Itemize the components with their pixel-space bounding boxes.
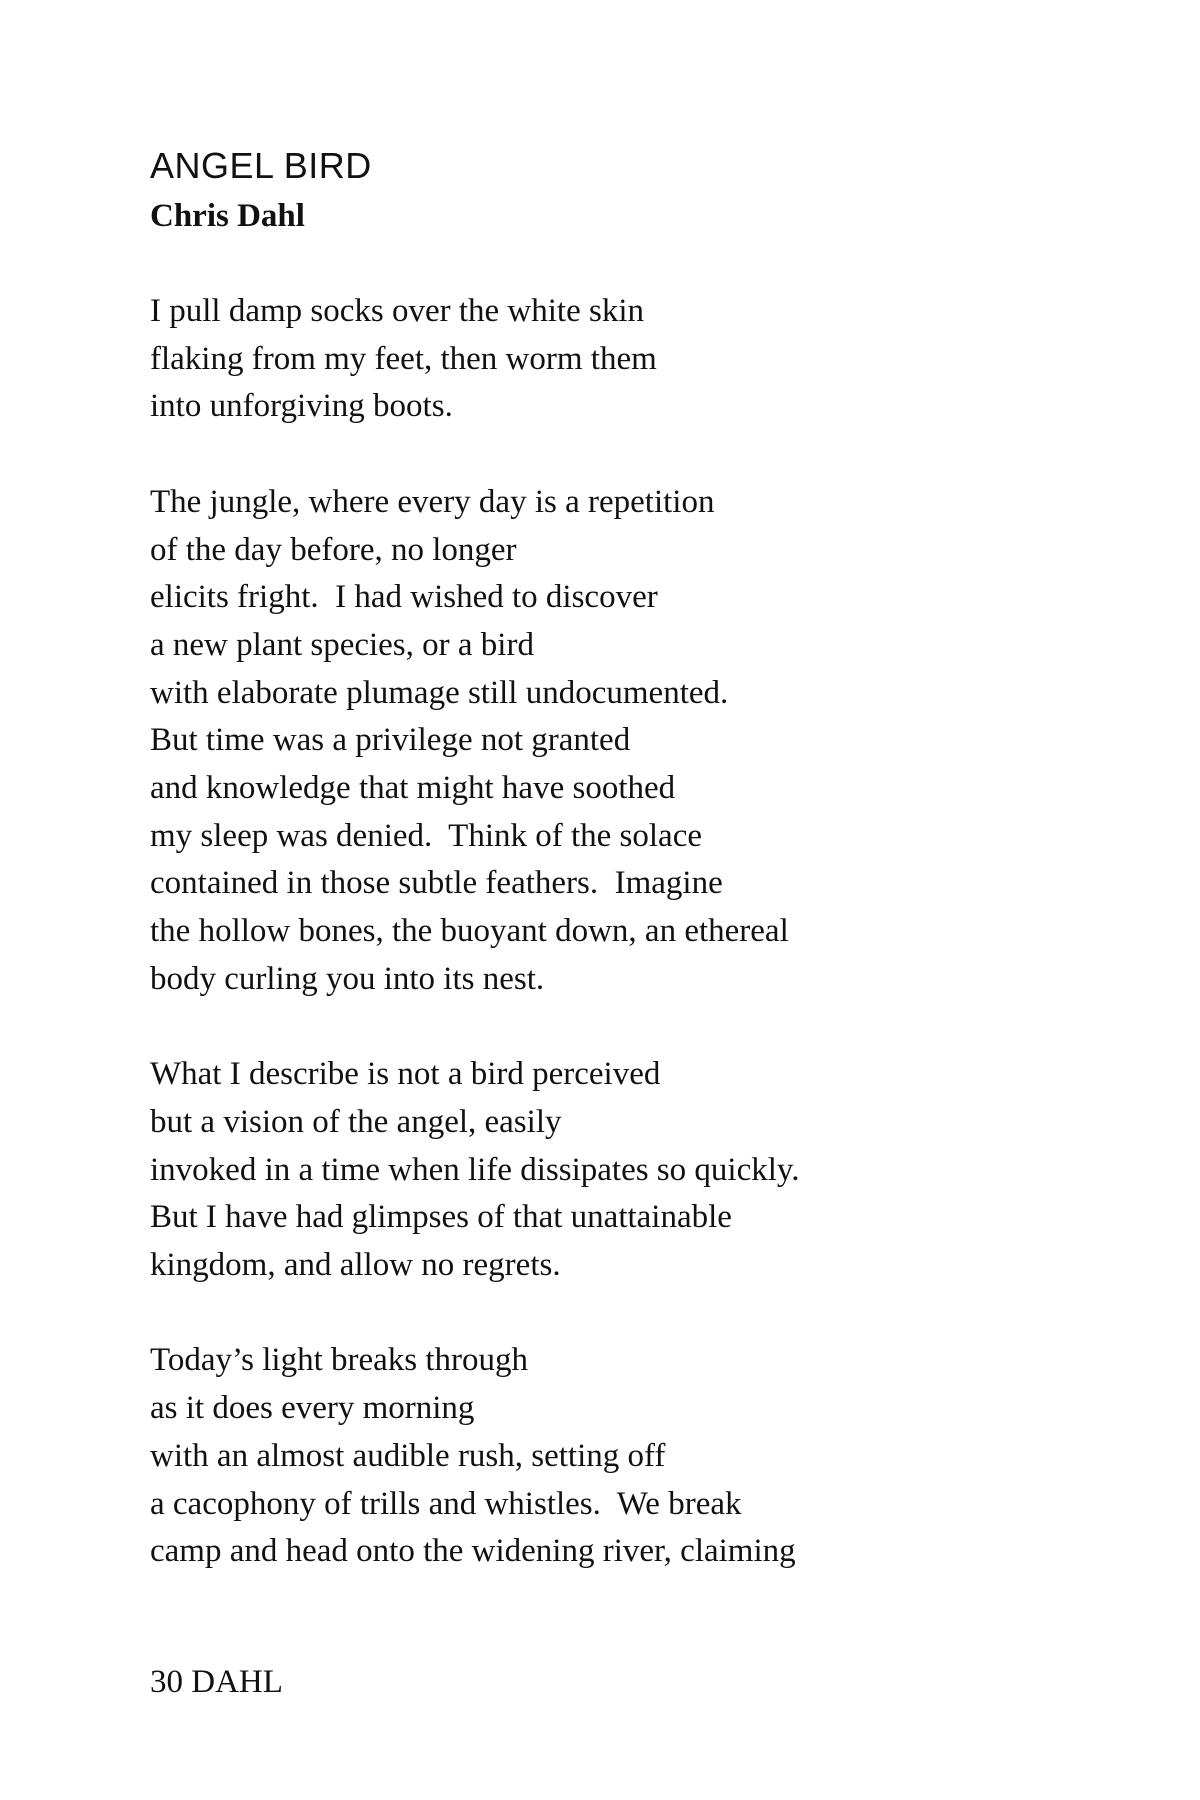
poem-line: the hollow bones, the buoyant down, an ethereal (150, 913, 789, 950)
poem-line: The jungle, where every day is a repetition (150, 483, 715, 520)
poem-line: of the day before, no longer (150, 531, 517, 568)
poem-line: contained in those subtle feathers. Imagine (150, 865, 723, 902)
poem-line: I pull damp socks over the white skin (150, 293, 645, 329)
poem-line: camp and head onto the widening river, claiming (150, 1533, 796, 1570)
page-footer: 30 DAHL (150, 1664, 283, 1700)
poem-line: Today’s light breaks through (150, 1342, 529, 1379)
poem-page (150, 140, 1130, 1624)
poem-line: a cacophony of trills and whistles. We break (150, 1485, 742, 1522)
poem-line: flaking from my feet, then worm them (150, 340, 657, 377)
stanza (150, 1337, 1130, 1576)
poem-line: with elaborate plumage still undocumented. (150, 674, 729, 711)
poem-line: a new plant species, or a bird (150, 626, 534, 663)
poem-line: body curling you into its nest. (150, 960, 545, 997)
poem-line: What I describe is not a bird perceived (150, 1056, 661, 1093)
poem-line: my sleep was denied. Think of the solace (150, 817, 702, 854)
poem-title: ANGEL BIRD (150, 145, 372, 186)
stanza (150, 479, 1130, 1004)
poem-author: Chris Dahl (150, 198, 305, 234)
poem-line: elicits fright. I had wished to discover (150, 579, 658, 616)
poem-line: invoked in a time when life dissipates so quickly. (150, 1151, 800, 1188)
stanza (150, 288, 1130, 431)
poem-line: with an almost audible rush, setting off (150, 1437, 666, 1474)
poem-line: and knowledge that might have soothed (150, 770, 676, 807)
poem-line: but a vision of the angel, easily (150, 1103, 562, 1140)
poem-body (150, 288, 1130, 1576)
poem-line: But time was a privilege not granted (150, 722, 631, 759)
poem-line: into unforgiving boots. (150, 388, 453, 425)
poem-line: But I have had glimpses of that unattainable (150, 1199, 732, 1236)
poem-line: as it does every morning (150, 1390, 475, 1427)
poem-line: kingdom, and allow no regrets. (150, 1247, 561, 1284)
stanza (150, 1051, 1130, 1290)
